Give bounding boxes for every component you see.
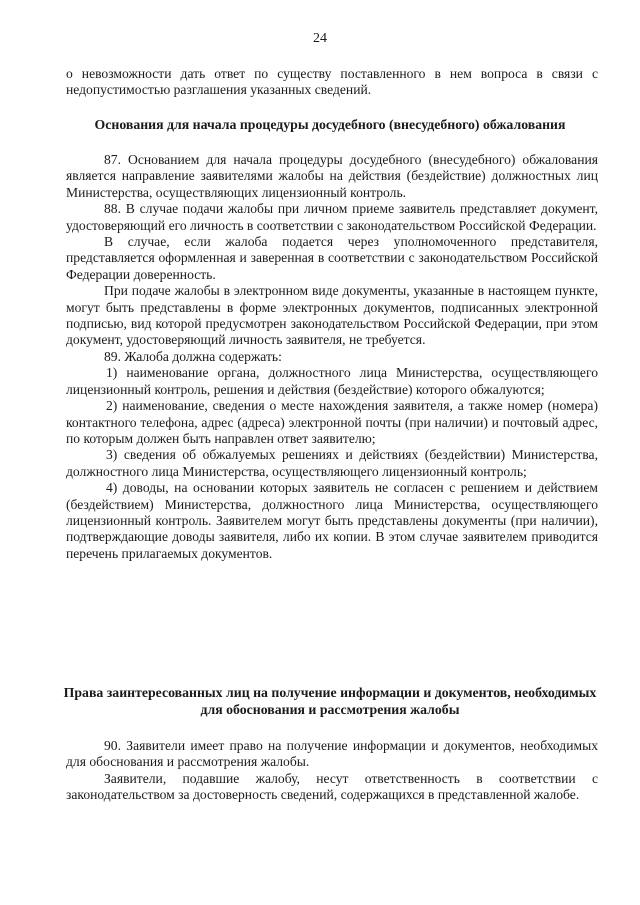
section-heading-rights: Права заинтересованных лиц на получение информации и документов, необходимых для обоснования и рассмотрения жалобы [63,685,597,717]
paragraph-88-representative: В случае, если жалоба подается через уполномоченного представителя, представляется оформленная и заверенная в соответствии с законодательством Российской Федерации доверенность. [66,234,598,282]
paragraph-87: 87. Основанием для начала процедуры досудебного (внесудебного) обжалования является направление заявителями жалобы на действия (бездействие) должностных лиц Министерства, осуществляющих лицензионный контроль. [66,152,598,200]
intro-block [66,66,598,99]
section-heading-grounds: Основания для начала процедуры досудебного (внесудебного) обжалования [94,117,566,132]
paragraph-88-electronic: При подаче жалобы в электронном виде документы, указанные в настоящем пункте, могут быть представлены в форме электронных документов, подписанных электронной подписью, вид которой предусмотрен законодательством Российской Федерации, при этом документ, удостоверяющий личность заявителя, не требуется. [66,283,598,348]
paragraph-90-responsibility: Заявители, подавшие жалобу, несут ответственность в соответствии с законодательством за достоверность сведений, содержащихся в представленной жалобе. [66,770,598,803]
list-item-2: 2) наименование, сведения о месте нахождения заявителя, а также номер (номера) контактного телефона, адрес (адреса) электронной почты (при наличии) и почтовый адрес, по которым должен быть направлен ответ заявителю; [66,398,598,446]
section-grounds-body [66,152,598,562]
paragraph-88: 88. В случае подачи жалобы при личном приеме заявитель представляет документ, удостоверяющий его личность в соответствии с законодательством Российской Федерации. [66,201,598,233]
page-number: 24 [313,31,327,46]
intro-paragraph: о невозможности дать ответ по существу поставленного в нем вопроса в связи с недопустимостью разглашения указанных сведений. [66,66,598,98]
paragraph-89: 89. Жалоба должна содержать: [104,348,282,364]
paragraph-90: 90. Заявители имеет право на получение информации и документов, необходимых для обоснования и рассмотрения жалобы. [66,738,598,770]
list-item-3: 3) сведения об обжалуемых решениях и действиях (бездействии) Министерства, должностного лица Министерства, осуществляющего лицензионный контроль; [66,447,598,479]
list-item-4: 4) доводы, на основании которых заявитель не согласен с решением и действием (бездействием) Министерства, должностного лица Министерства, осуществляющего лицензионный контроль. Заявителем могут быть представлены документы (при наличии), подтверждающие доводы заявителя, либо их копии. В этом случае заявителем приводится перечень прилагаемых документов. [66,480,598,561]
list-item-1: 1) наименование органа, должностного лица Министерства, осуществляющего лицензионный контроль, решения и действия (бездействие) которого обжалуются; [66,365,598,397]
section-rights-body [66,738,598,804]
